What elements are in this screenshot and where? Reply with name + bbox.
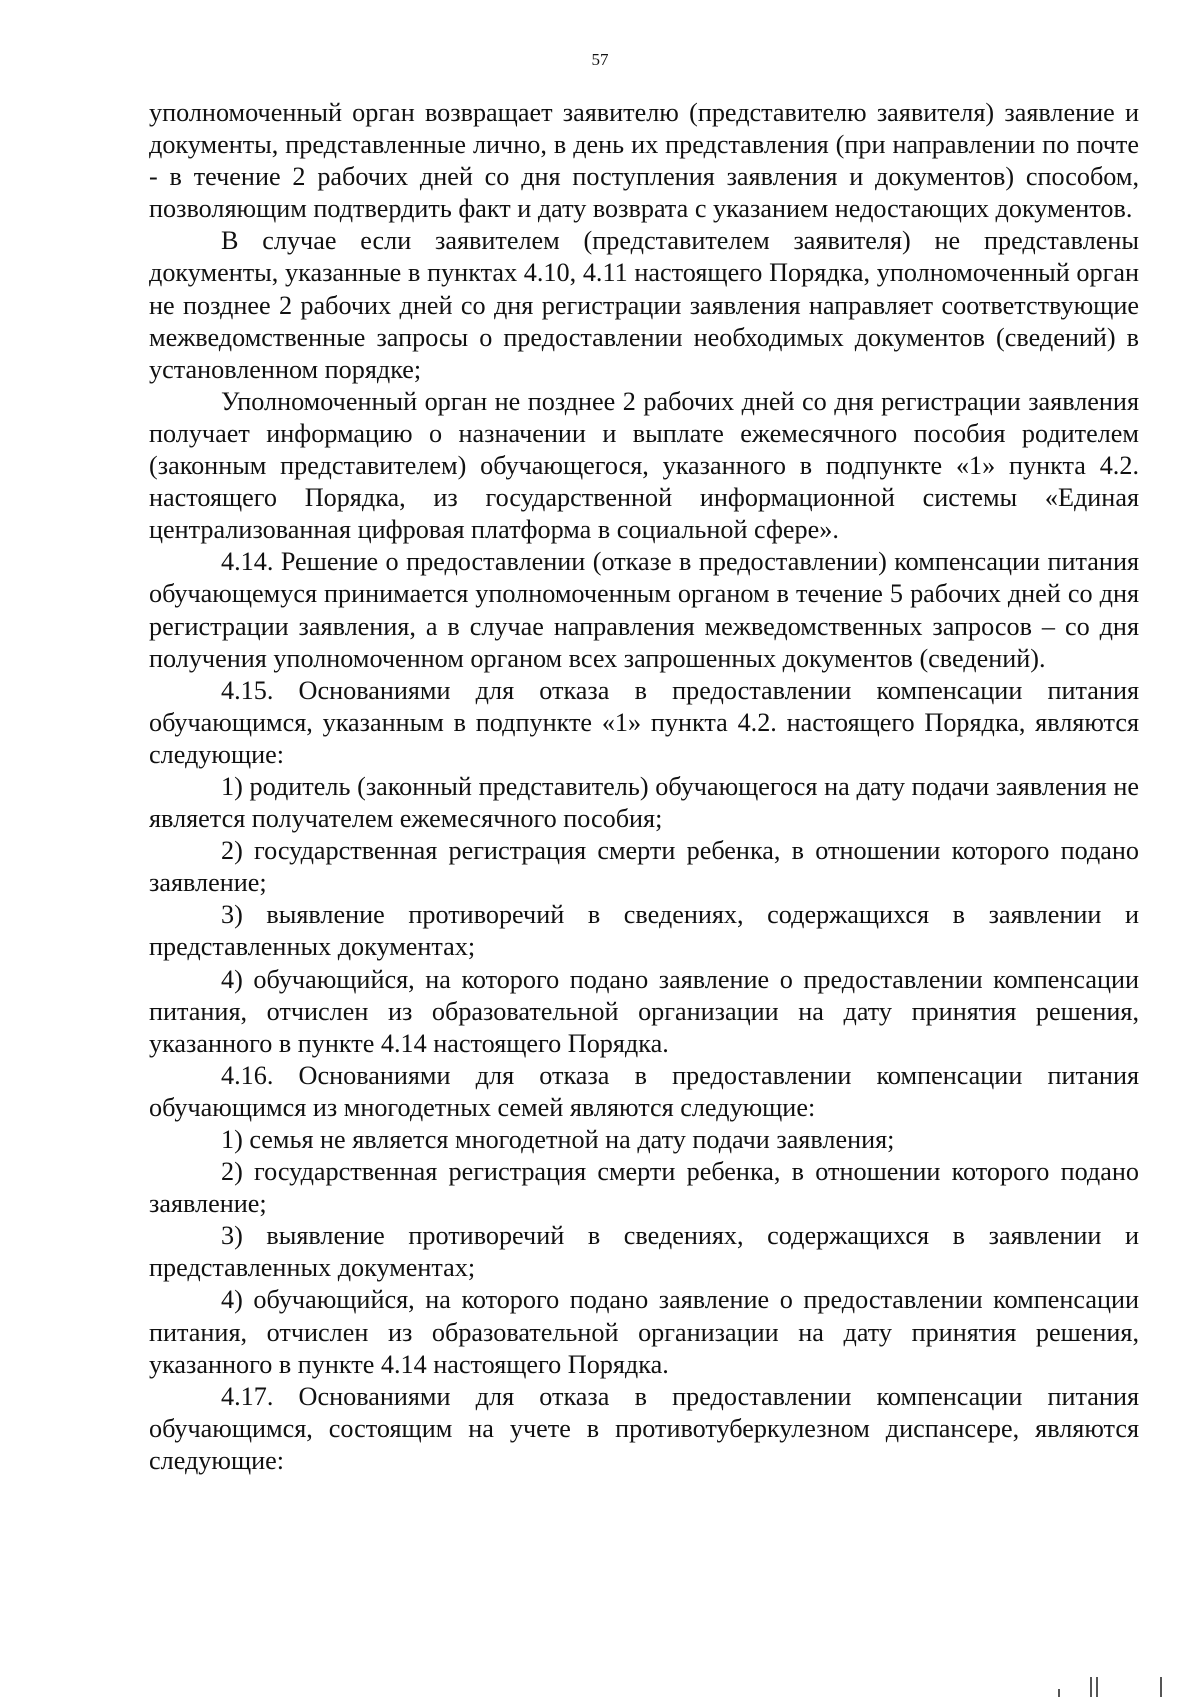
paragraph-4-15: 4.15. Основаниями для отказа в предоставлении компенсации питания обучающимся, указанным в подпункте «1» пункта 4.2. настоящего Порядка, являются следующие: bbox=[149, 675, 1139, 769]
paragraph-4-16: 4.16. Основаниями для отказа в предоставлении компенсации питания обучающимся из многодетных семей являются следующие: bbox=[149, 1060, 1139, 1122]
list-item-4-16-2: 2) государственная регистрация смерти ребенка, в отношении которого подано заявление; bbox=[149, 1157, 1139, 1219]
list-item-4-15-3: 3) выявление противоречий в сведениях, содержащихся в заявлении и представленных документах; bbox=[149, 900, 1139, 962]
paragraph-4-14: 4.14. Решение о предоставлении (отказе в предоставлении) компенсации питания обучающемуся принимается уполномоченным органом в течение 5 рабочих дней со дня регистрации заявления, а в случае направления межведомственных запросов – со дня получения уполномоченном органом всех запрошенных документов (сведений). bbox=[149, 547, 1139, 673]
document-body bbox=[149, 97, 1139, 1477]
list-item-4-16-1: 1) семья не является многодетной на дату подачи заявления; bbox=[221, 1125, 895, 1154]
paragraph-benefit-information: Уполномоченный орган не позднее 2 рабочих дней со дня регистрации заявления получает информацию о назначении и выплате ежемесячного пособия родителем (законным представителем) обучающегося, указанного в подпункте «1» пункта 4.2. настоящего Порядка, из государственной информационной системы «Единая централизованная цифровая платформа в социальной сфере». bbox=[149, 386, 1139, 545]
list-item-4-16-3: 3) выявление противоречий в сведениях, содержащихся в заявлении и представленных документах; bbox=[149, 1221, 1139, 1283]
list-item-4-15-4: 4) обучающийся, на которого подано заявление о предоставлении компенсации питания, отчислен из образовательной организации на дату принятия решения, указанного в пункте 4.14 настоящего Порядка. bbox=[149, 964, 1139, 1058]
paragraph-4-17: 4.17. Основаниями для отказа в предоставлении компенсации питания обучающимся, состоящим на учете в противотуберкулезном диспансере, являются следующие: bbox=[149, 1381, 1139, 1475]
page-number: 57 bbox=[591, 50, 609, 69]
list-item-4-15-1: 1) родитель (законный представитель) обучающегося на дату подачи заявления не является получателем ежемесячного пособия; bbox=[149, 771, 1139, 834]
scan-edge-marks bbox=[1056, 1677, 1176, 1697]
list-item-4-15-2: 2) государственная регистрация смерти ребенка, в отношении которого подано заявление; bbox=[149, 836, 1139, 898]
paragraph-return-documents: уполномоченный орган возвращает заявителю (представителю заявителя) заявление и документы, представленные лично, в день их представления (при направлении по почте - в течение 2 рабочих дней со дня поступления заявления и документов) способом, позволяющим подтвердить факт и дату возврата с указанием недостающих документов. bbox=[149, 98, 1139, 224]
list-item-4-16-4: 4) обучающийся, на которого подано заявление о предоставлении компенсации питания, отчислен из образовательной организации на дату принятия решения, указанного в пункте 4.14 настоящего Порядка. bbox=[149, 1285, 1139, 1379]
paragraph-interagency-requests: В случае если заявителем (представителем заявителя) не представлены документы, указанные в пунктах 4.10, 4.11 настоящего Порядка, уполномоченный орган не позднее 2 рабочих дней со дня регистрации заявления направляет соответствующие межведомственные запросы о предоставлении необходимых документов (сведений) в установленном порядке; bbox=[149, 226, 1139, 384]
